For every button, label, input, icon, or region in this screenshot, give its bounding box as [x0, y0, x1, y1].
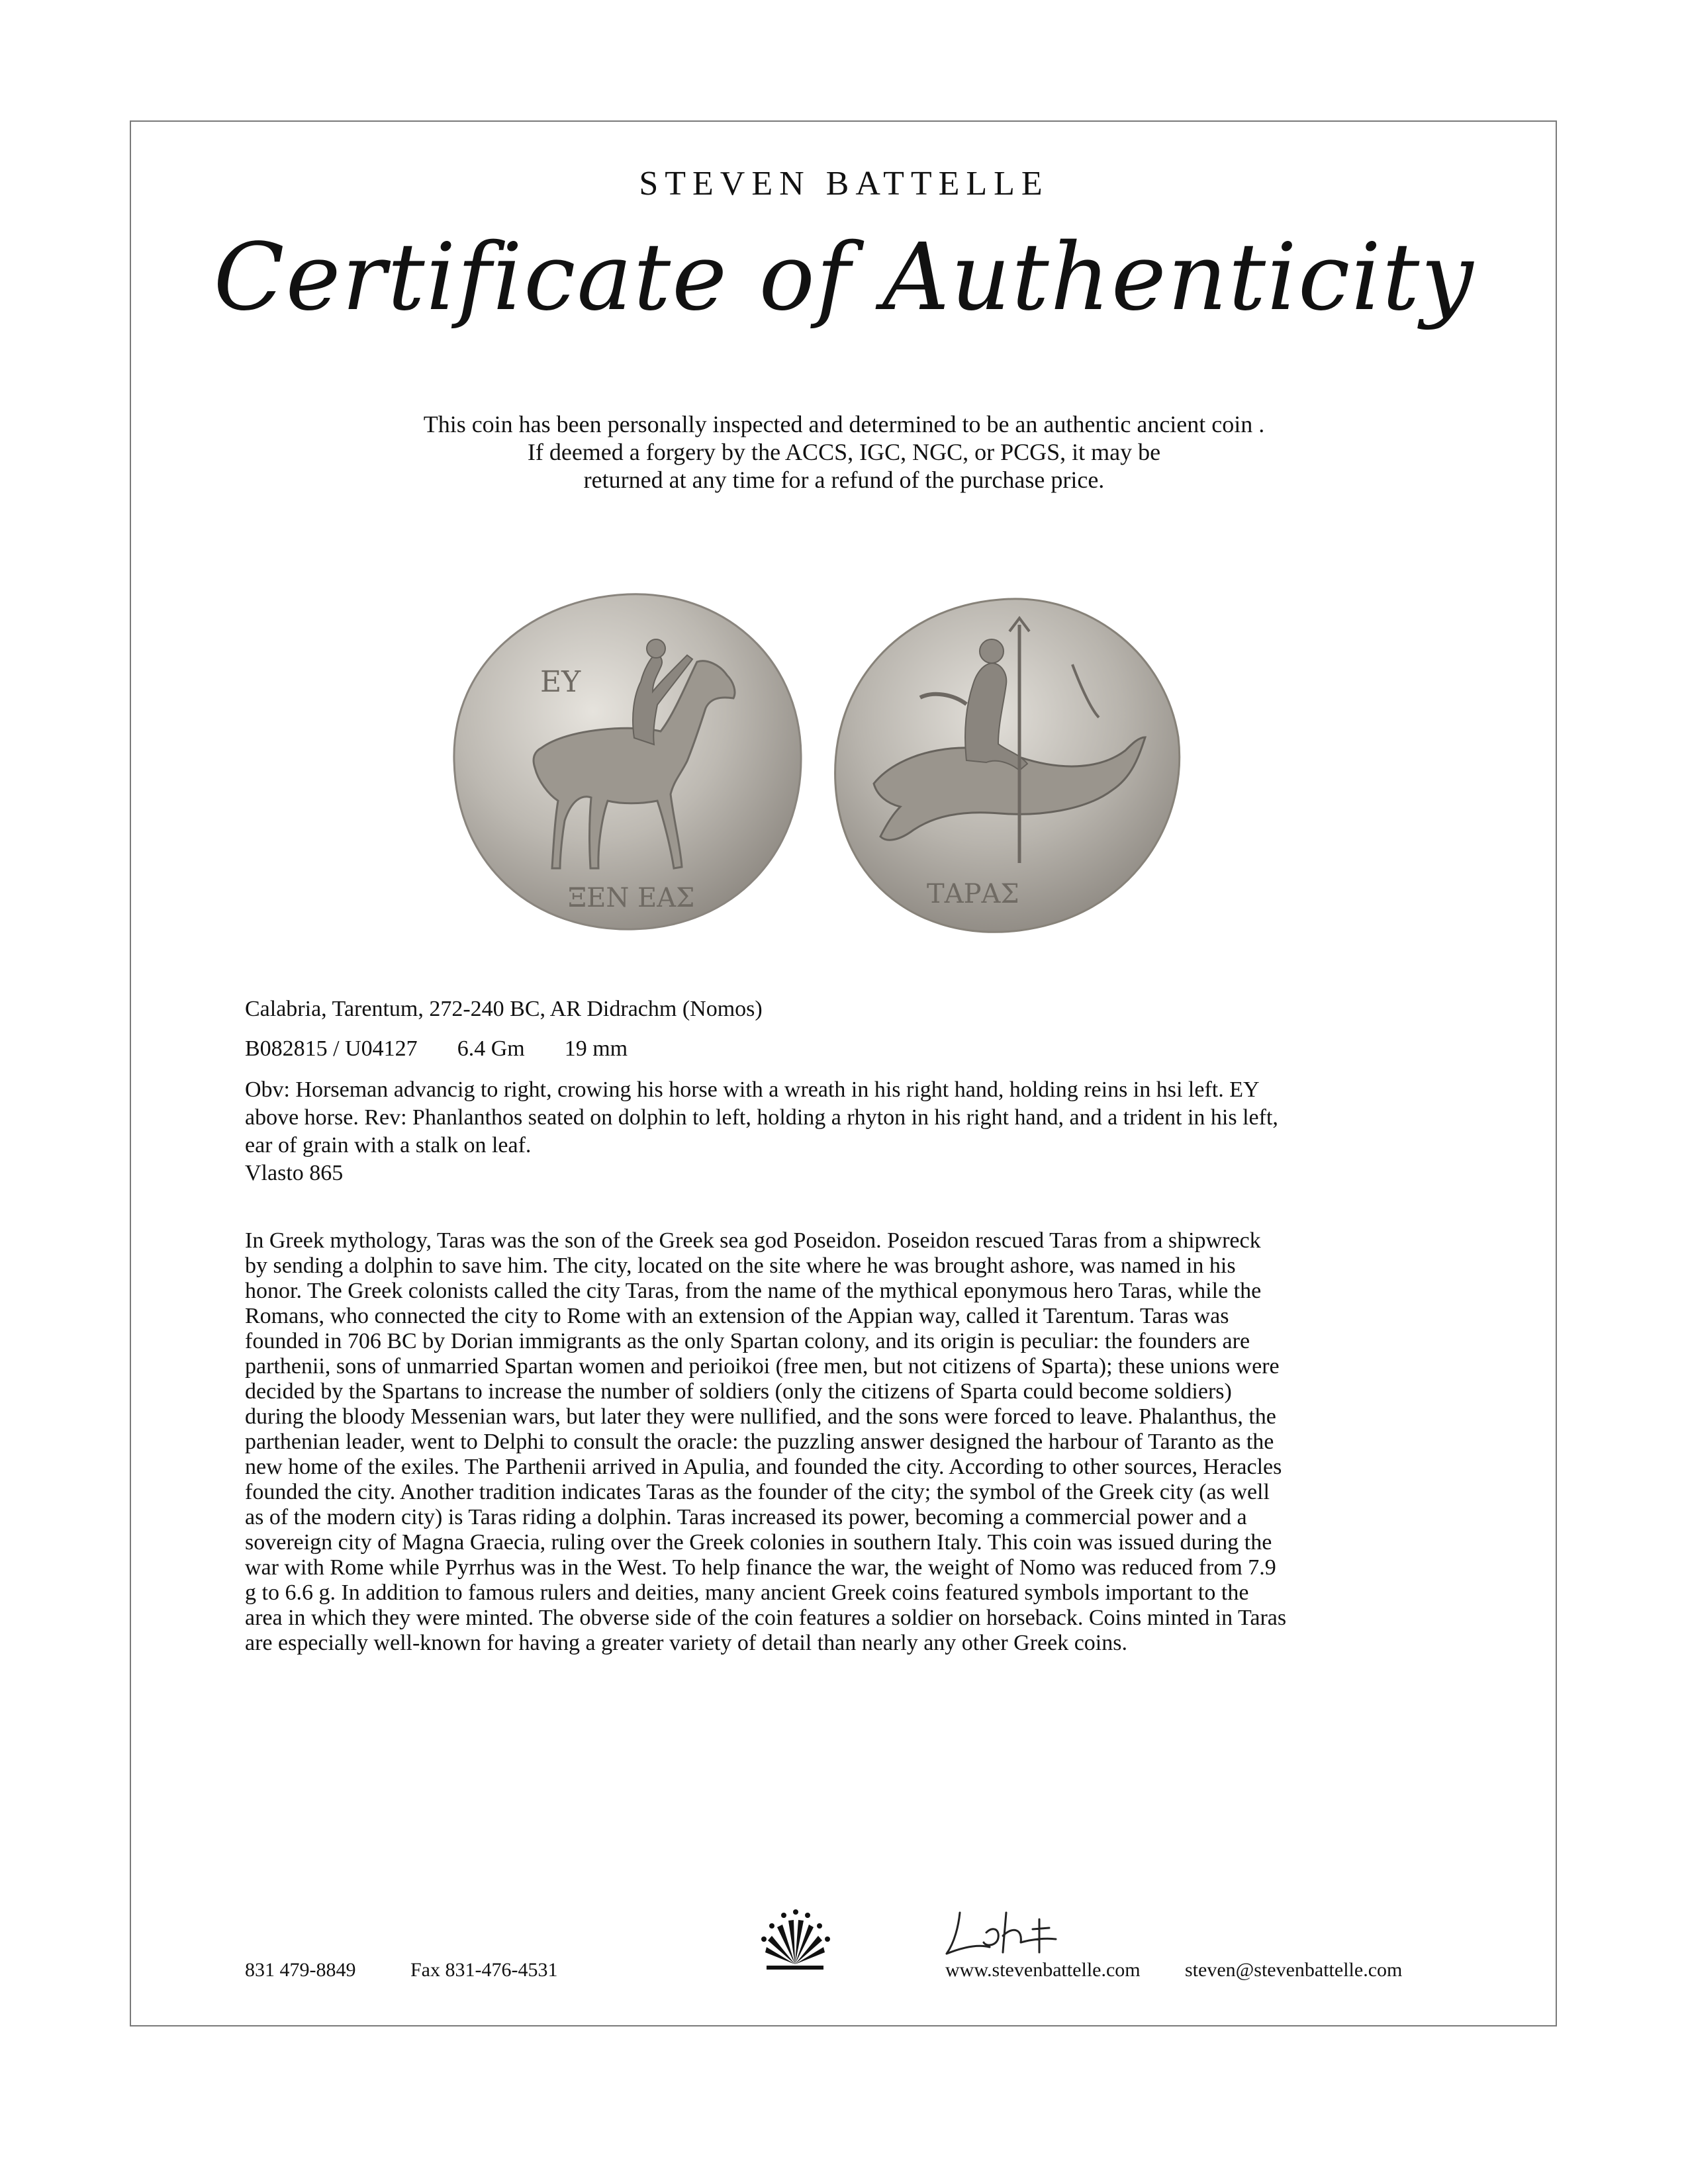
history-line: parthenian leader, went to Delphi to consult the oracle: the puzzling answer designed the harbour of Taranto as the: [245, 1430, 1274, 1454]
intro-statement: [0, 410, 1688, 494]
history-line: new home of the exiles. The Parthenii arrived in Apulia, and founded the city. According to other sources, Heracles: [245, 1455, 1282, 1479]
intro-line: If deemed a forgery by the ACCS, IGC, NGC, or PCGS, it may be: [527, 439, 1161, 465]
coin-description: [245, 1076, 1450, 1187]
coin-reverse-image: [821, 585, 1192, 942]
intro-line: returned at any time for a refund of the purchase price.: [583, 467, 1105, 493]
website-link[interactable]: www.stevenbattelle.com: [945, 1959, 1141, 1981]
obverse-legend-bottom: ΞΕΝ ΕΑΣ: [568, 883, 695, 913]
phone-number: 831 479-8849: [245, 1959, 356, 1981]
email-link[interactable]: steven@stevenbattelle.com: [1185, 1959, 1403, 1981]
history-line: honor. The Greek colonists called the city Taras, from the name of the mythical eponymous hero Taras, while the: [245, 1279, 1262, 1303]
coin-diameter: 19 mm: [564, 1036, 628, 1061]
description-line: ear of grain with a stalk on leaf.: [245, 1133, 532, 1158]
obverse-legend-top: EY: [540, 665, 581, 699]
brand-name: STEVEN BATTELLE: [639, 165, 1049, 203]
description-line: Obv: Horseman advancig to right, crowing his horse with a wreath in his right hand, holding reins in hsi left. EY: [245, 1077, 1260, 1102]
fax-number: Fax 831-476-4531: [410, 1959, 558, 1981]
coin-images: [0, 582, 1688, 940]
history-line: decided by the Spartans to increase the number of soldiers (only the citizens of Sparta could become soldiers): [245, 1379, 1232, 1404]
coin-weight: 6.4 Gm: [457, 1036, 525, 1061]
history-line: parthenii, sons of unmarried Spartan women and perioikoi (free men, but not citizens of Sparta); these unions were: [245, 1354, 1280, 1379]
reverse-legend: ΤΑΡΑΣ: [927, 879, 1019, 909]
coin-obverse-image: [442, 582, 813, 940]
coin-title: Calabria, Tarentum, 272-240 BC, AR Didrachm (Nomos): [245, 997, 763, 1021]
history-line: founded the city. Another tradition indicates Taras as the founder of the city; the symbol of the Greek city (as well: [245, 1480, 1270, 1504]
coin-specifications: [245, 995, 1450, 1187]
intro-line: This coin has been personally inspected and determined to be an authentic ancient coin .: [423, 411, 1265, 437]
reference-line: Vlasto 865: [245, 1161, 344, 1185]
history-line: g to 6.6 g. In addition to famous rulers and deities, many ancient Greek coins featured symbols important to the: [245, 1580, 1249, 1605]
sunburst-logo-icon: [759, 1906, 831, 1972]
history-paragraph: [245, 1228, 1450, 1656]
coin-details-row: [245, 1035, 1450, 1063]
description-line: above horse. Rev: Phanlanthos seated on dolphin to left, holding a rhyton in his right hand, and a trident in his left,: [245, 1105, 1278, 1130]
certificate-title: Certificate of Authenticity: [213, 224, 1475, 332]
history-line: during the bloody Messenian wars, but later they were nullified, and the sons were forced to leave. Phalanthus, the: [245, 1404, 1276, 1429]
history-line: are especially well-known for having a greater variety of detail than nearly any other Greek coins.: [245, 1631, 1127, 1655]
signature-image: [940, 1906, 1099, 1959]
inventory-number: B082815 / U04127: [245, 1036, 418, 1061]
history-line: founded in 706 BC by Dorian immigrants as the only Spartan colony, and its origin is peculiar: the founders are: [245, 1329, 1250, 1353]
history-line: Romans, who connected the city to Rome with an extension of the Appian way, called it Tarentum. Taras was: [245, 1304, 1229, 1328]
history-line: area in which they were minted. The obverse side of the coin features a soldier on horseback. Coins minted in Taras: [245, 1606, 1287, 1630]
history-line: by sending a dolphin to save him. The city, located on the site where he was brought ashore, was named in his: [245, 1253, 1236, 1278]
history-line: as of the modern city) is Taras riding a dolphin. Taras increased its power, becoming a commercial power and a: [245, 1505, 1247, 1529]
history-line: In Greek mythology, Taras was the son of the Greek sea god Poseidon. Poseidon rescued Taras from a shipwreck: [245, 1228, 1261, 1253]
history-line: sovereign city of Magna Graecia, ruling over the Greek colonies in southern Italy. This coin was issued during the: [245, 1530, 1272, 1555]
history-line: war with Rome while Pyrrhus was in the West. To help finance the war, the weight of Nomo was reduced from 7.9: [245, 1555, 1276, 1580]
